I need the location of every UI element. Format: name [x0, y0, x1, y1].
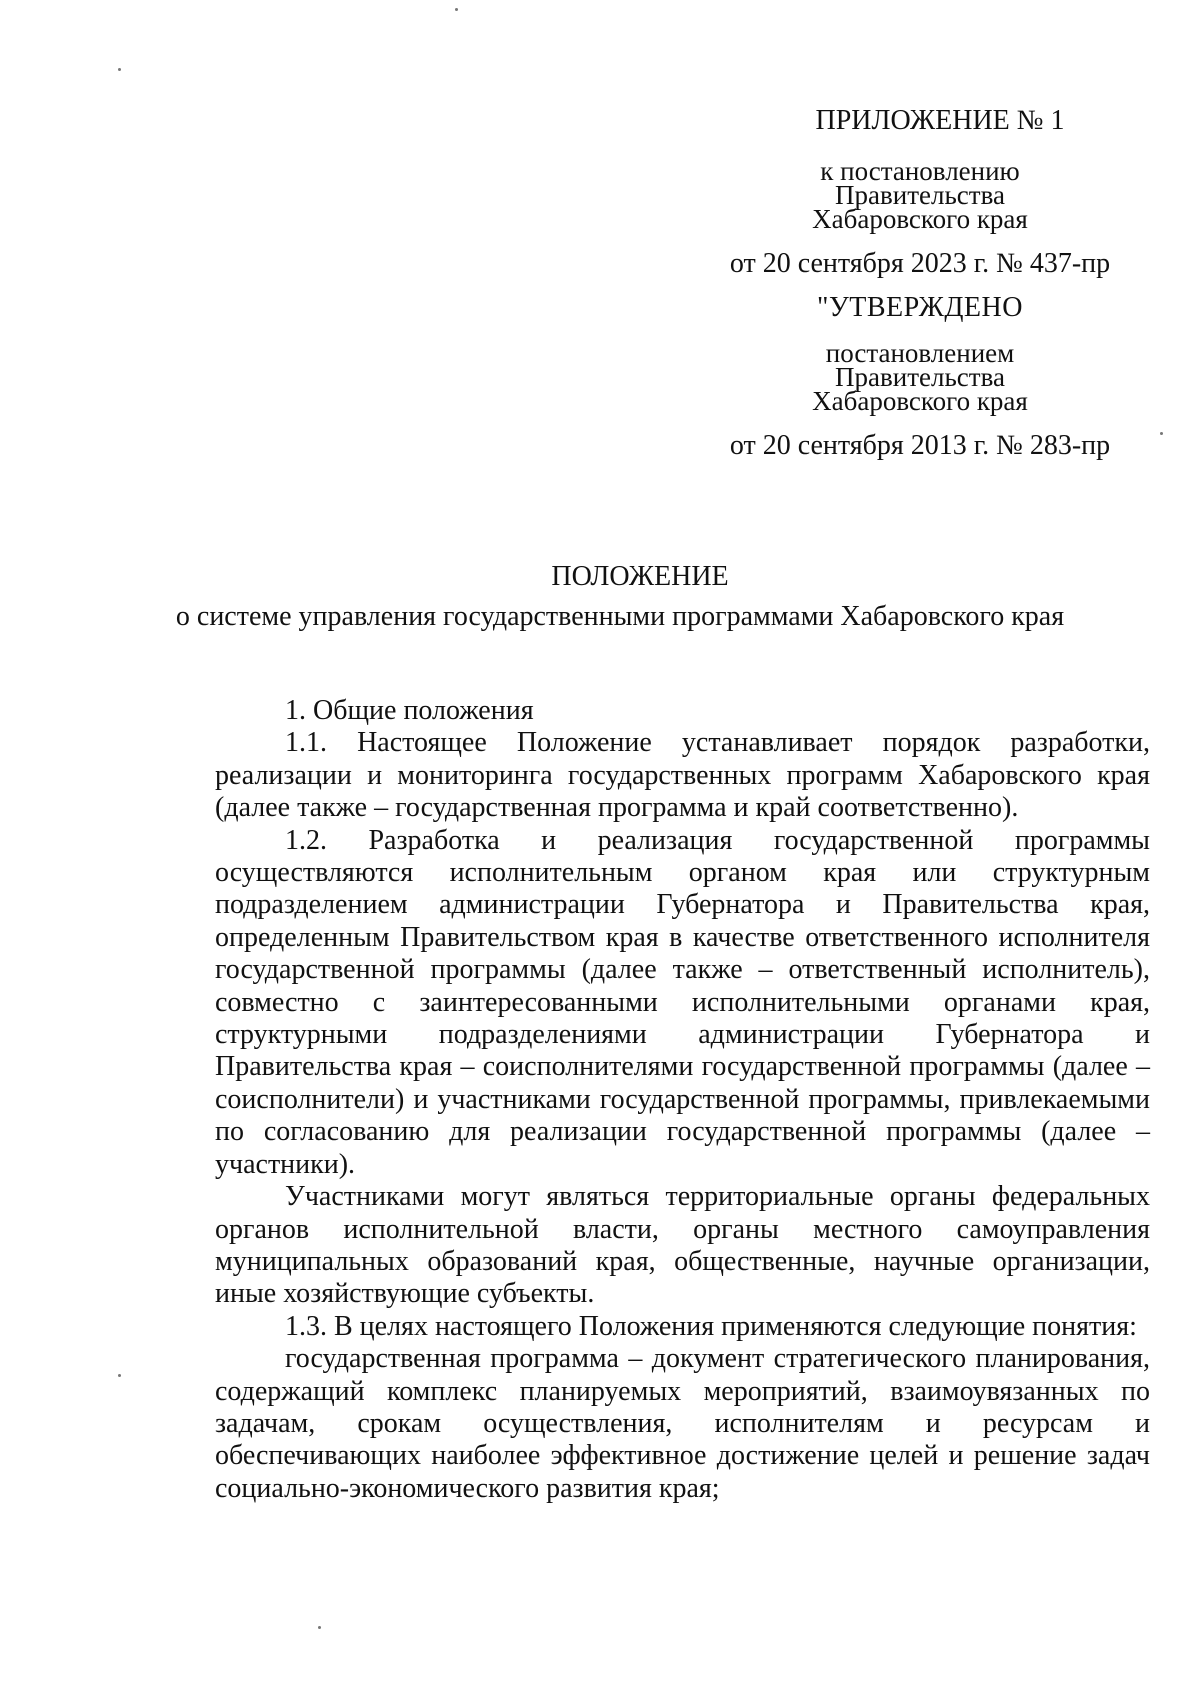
- approved-line: Правительства: [835, 362, 1005, 392]
- paragraph: 1.2. Разработка и реализация государственной программы осуществляются исполнительным органом края или структурным подразделением администрации Губернатора и Правительства края, определенным Правительством края в качестве ответственного исполнителя государственной программы (далее также – ответственный исполнитель), совместно с заинтересованными исполнительными органами края, структурными подразделениями администрации Губернатора и Правительства края – соисполнителями государственной программы (далее – соисполнители) и участниками государственной программы, привлекаемыми по согласованию для реализации государственной программы (далее – участники).: [215, 824, 1150, 1180]
- scan-speck: [318, 1626, 321, 1629]
- annex-title: ПРИЛОЖЕНИЕ № 1: [815, 105, 1065, 136]
- document-title: ПОЛОЖЕНИЕ: [551, 561, 729, 592]
- document-body: [215, 695, 1150, 1505]
- paragraph: 1.1. Настоящее Положение устанавливает порядок разработки, реализации и мониторинга государственных программ Хабаровского края (далее также – государственная программа и край соответственно).: [215, 727, 1150, 824]
- approved-line: Хабаровского края: [812, 386, 1028, 416]
- section-heading: 1. Общие положения: [285, 695, 534, 726]
- approval-stamp-block: [700, 105, 1140, 463]
- scan-speck: [118, 1374, 121, 1377]
- paragraph: 1.3. В целях настоящего Положения применяются следующие понятия:: [285, 1310, 1137, 1342]
- annex-line: Хабаровского края: [812, 204, 1028, 234]
- approved-line: постановлением: [825, 338, 1015, 368]
- document-subtitle: о системе управления государственными программами Хабаровского края: [175, 601, 1065, 632]
- annex-date: от 20 сентября 2023 г. № 437-пр: [729, 248, 1111, 279]
- paragraph: государственная программа – документ стратегического планирования, содержащий комплекс планируемых мероприятий, взаимоувязанных по задачам, срокам осуществления, исполнителям и ресурсам и обеспечивающих наиболее эффективное достижение целей и решение задач социально-экономического развития края;: [215, 1343, 1150, 1504]
- annex-line: Правительства: [835, 180, 1005, 210]
- approved-label: "УТВЕРЖДЕНО: [817, 292, 1023, 323]
- scan-speck: [1160, 432, 1163, 435]
- scan-speck: [455, 8, 458, 11]
- annex-line: к постановлению: [820, 156, 1020, 186]
- approved-date: от 20 сентября 2013 г. № 283-пр: [729, 430, 1111, 461]
- scan-speck: [118, 68, 121, 71]
- paragraph: Участниками могут являться территориальные органы федеральных органов исполнительной власти, органы местного самоуправления муниципальных образований края, общественные, научные организации, иные хозяйствующие субъекты.: [215, 1181, 1150, 1310]
